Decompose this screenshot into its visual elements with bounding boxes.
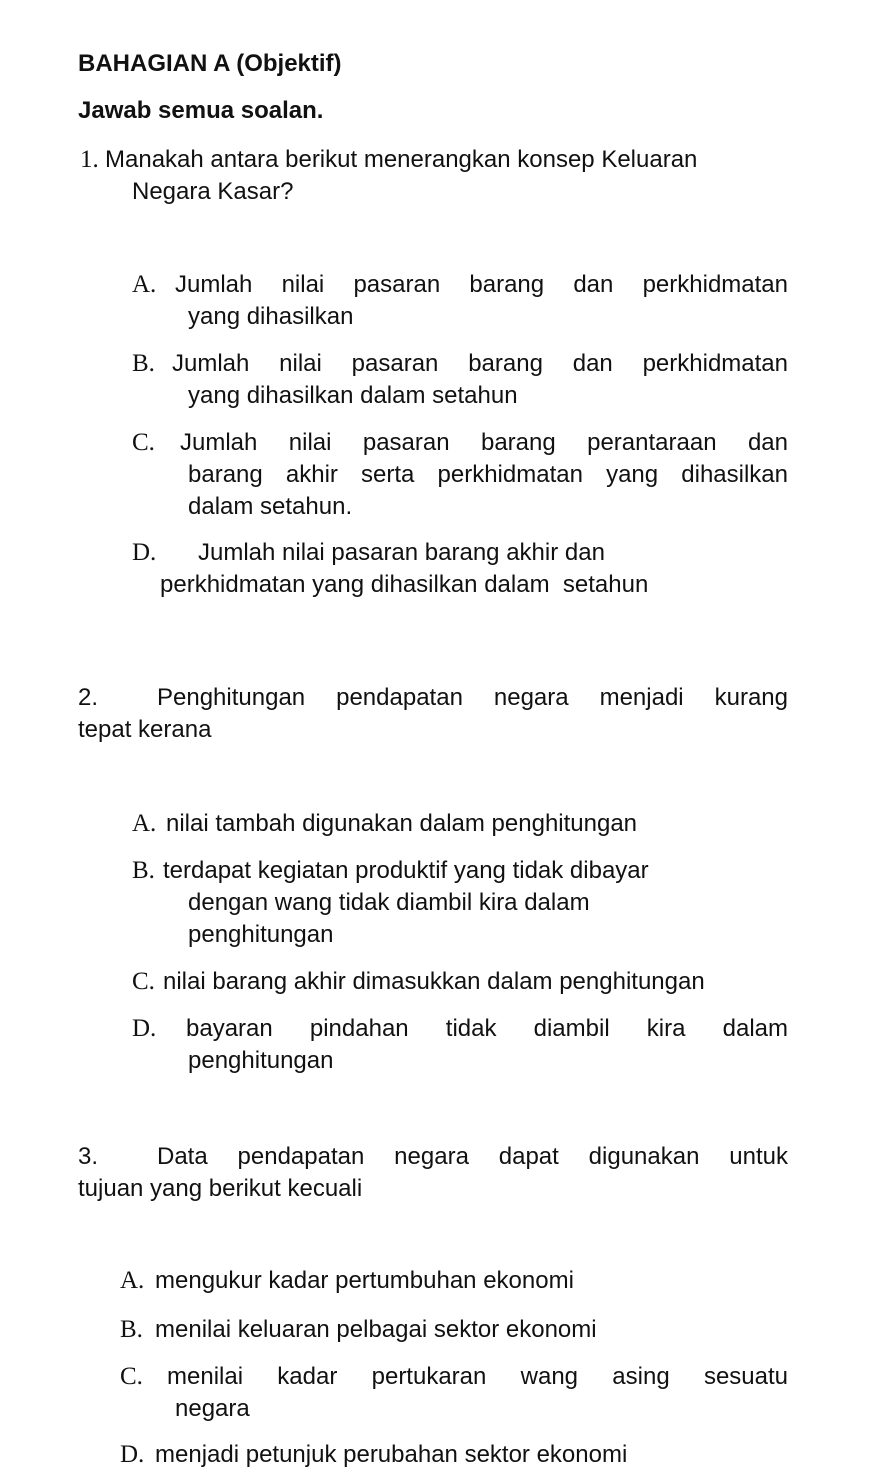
question-text-line: Negara Kasar? [132,178,294,205]
option-text-line: nilai tambah digunakan dalam penghitungan [166,810,638,837]
option-letter: C. [120,1363,143,1390]
option-letter: D. [120,1441,145,1468]
option-text-line: Jumlah nilai pasaran barang dan perkhidmatan [175,271,788,298]
option-text-line: yang dihasilkan [188,303,354,330]
question-text-line: Manakah antara berikut menerangkan konsep Keluaran [105,146,698,173]
option-text-line: penghitungan [188,1047,334,1074]
option-text-line: dengan wang tidak diambil kira dalam [188,889,590,916]
option-letter: B. [120,1316,143,1343]
question-text-line: tujuan yang berikut kecuali [78,1175,363,1202]
section-title: BAHAGIAN A (Objektif) [78,50,342,77]
question-number: 1. [80,146,99,173]
option-letter: B. [132,350,155,377]
question-number: 2. [78,684,99,711]
option-text-line: dalam setahun. [188,493,353,520]
question-text-line: tepat kerana [78,716,212,743]
option-text-line: Jumlah nilai pasaran barang perantaraan dan [180,429,788,456]
option-text-line: penghitungan [188,921,334,948]
option-text-line: mengukur kadar pertumbuhan ekonomi [155,1267,574,1294]
option-text-line: Jumlah nilai pasaran barang akhir dan [198,539,605,566]
option-text-line: barang akhir serta perkhidmatan yang dihasilkan [188,461,788,488]
option-text-line: nilai barang akhir dimasukkan dalam penghitungan [163,968,705,995]
question-text-line: Penghitungan pendapatan negara menjadi kurang [157,684,788,711]
option-letter: A. [132,810,157,837]
option-letter: A. [120,1267,145,1294]
option-text-line: perkhidmatan yang dihasilkan dalam setahun [160,571,649,598]
option-letter: D. [132,539,157,566]
option-text-line: yang dihasilkan dalam setahun [188,382,518,409]
option-letter: D. [132,1015,157,1042]
option-text-line: Jumlah nilai pasaran barang dan perkhidmatan [172,350,788,377]
question-text-line: Data pendapatan negara dapat digunakan untuk [157,1143,788,1170]
option-text-line: menjadi petunjuk perubahan sektor ekonomi [155,1441,628,1468]
option-text-line: menilai kadar pertukaran wang asing sesuatu [167,1363,788,1390]
option-letter: C. [132,968,155,995]
instruction: Jawab semua soalan. [78,97,324,124]
option-text-line: menilai keluaran pelbagai sektor ekonomi [155,1316,597,1343]
option-letter: B. [132,857,155,884]
option-letter: C. [132,429,155,456]
option-text-line: bayaran pindahan tidak diambil kira dalam [186,1015,788,1042]
option-text-line: terdapat kegiatan produktif yang tidak dibayar [163,857,649,884]
option-text-line: negara [175,1395,250,1422]
option-letter: A. [132,271,157,298]
question-number: 3. [78,1143,99,1170]
